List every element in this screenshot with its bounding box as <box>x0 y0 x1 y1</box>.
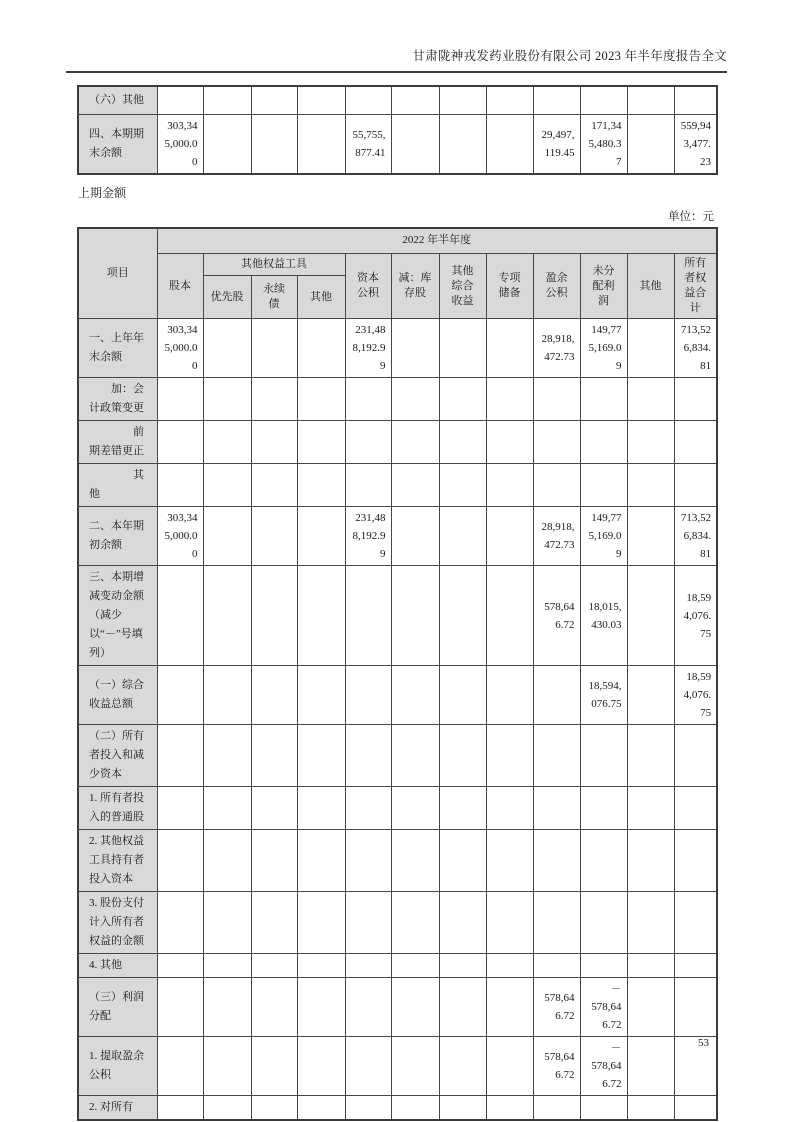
value-cell <box>157 830 203 892</box>
value-cell <box>251 319 297 378</box>
value-cell <box>439 1096 486 1121</box>
value-cell <box>439 86 486 114</box>
value-cell <box>203 464 251 507</box>
value-cell <box>157 978 203 1037</box>
row-label: 二、本年期初余额 <box>78 507 157 566</box>
value-cell <box>297 319 345 378</box>
value-cell <box>580 421 627 464</box>
period-header: 2022 年半年度 <box>157 228 717 254</box>
value-cell <box>627 319 674 378</box>
value-cell <box>203 954 251 978</box>
value-cell: 171,345,480.37 <box>580 114 627 174</box>
negative-sign: － <box>610 983 622 995</box>
value-cell <box>203 1096 251 1121</box>
value-cell <box>157 86 203 114</box>
value-cell <box>203 378 251 421</box>
value-cell <box>580 378 627 421</box>
value-cell <box>439 378 486 421</box>
value-cell <box>157 566 203 666</box>
value-cell <box>203 666 251 725</box>
value-cell <box>439 954 486 978</box>
value-cell <box>580 954 627 978</box>
value-cell <box>627 666 674 725</box>
column-header-other: 其他 <box>627 254 674 319</box>
table-row <box>78 114 717 174</box>
value-cell <box>533 892 580 954</box>
table-row <box>78 319 717 378</box>
value-cell: 55,755,877.41 <box>345 114 391 174</box>
row-label: 四、本期期末余额 <box>78 114 157 174</box>
value-cell <box>251 464 297 507</box>
value-cell <box>203 86 251 114</box>
value-cell <box>345 421 391 464</box>
value-cell <box>251 1096 297 1121</box>
value-cell <box>297 1037 345 1096</box>
column-header-preferred-shares: 优先股 <box>203 276 251 319</box>
row-label: 1. 所有者投入的普通股 <box>78 787 157 830</box>
table-row <box>78 787 717 830</box>
value-cell <box>391 1096 439 1121</box>
value-cell <box>674 464 717 507</box>
value-cell <box>251 954 297 978</box>
unit-label: 单位：元 <box>668 210 714 223</box>
value-cell <box>627 954 674 978</box>
value-cell <box>297 507 345 566</box>
previous-table-continuation-wrap <box>66 85 727 175</box>
value-cell <box>533 954 580 978</box>
value-cell <box>251 86 297 114</box>
value-cell <box>391 978 439 1037</box>
value-cell: 303,345,000.00 <box>157 319 203 378</box>
value-cell <box>439 787 486 830</box>
value-cell <box>251 566 297 666</box>
table-row <box>78 725 717 787</box>
value-cell <box>345 666 391 725</box>
table-row <box>78 86 717 114</box>
value-cell: 231,488,192.99 <box>345 319 391 378</box>
value-cell <box>345 464 391 507</box>
value-cell <box>627 892 674 954</box>
value-cell <box>345 86 391 114</box>
value-cell <box>391 787 439 830</box>
value-cell <box>391 378 439 421</box>
value-cell <box>297 666 345 725</box>
value-cell <box>486 464 533 507</box>
row-label: （一）综合收益总额 <box>78 666 157 725</box>
value-cell: 29,497,119.45 <box>533 114 580 174</box>
value-cell <box>439 507 486 566</box>
value-cell <box>486 725 533 787</box>
value-cell <box>297 1096 345 1121</box>
value-cell <box>297 725 345 787</box>
value-cell <box>627 114 674 174</box>
value-cell <box>297 378 345 421</box>
value-cell <box>533 725 580 787</box>
value-cell <box>345 566 391 666</box>
value-cell <box>627 464 674 507</box>
table-row <box>78 1096 717 1121</box>
value-cell <box>345 1096 391 1121</box>
value-cell <box>627 1096 674 1121</box>
value-cell <box>674 725 717 787</box>
row-label: 1. 提取盈余公积 <box>78 1037 157 1096</box>
value-cell <box>486 666 533 725</box>
table-row <box>78 830 717 892</box>
table-row <box>78 666 717 725</box>
table-row <box>78 378 717 421</box>
value-cell <box>251 787 297 830</box>
column-header-surplus-reserve: 盈余公积 <box>533 254 580 319</box>
value-cell <box>533 464 580 507</box>
value-cell <box>674 378 717 421</box>
value-cell <box>391 507 439 566</box>
value-cell <box>674 978 717 1037</box>
value-cell <box>486 978 533 1037</box>
value-cell <box>439 566 486 666</box>
value-cell <box>439 1037 486 1096</box>
value-cell <box>391 86 439 114</box>
value-cell <box>627 86 674 114</box>
column-header-item: 项目 <box>78 228 157 319</box>
value-cell <box>674 421 717 464</box>
value-cell <box>297 421 345 464</box>
table-row <box>78 421 717 464</box>
value-cell <box>203 421 251 464</box>
value-cell <box>486 319 533 378</box>
value-cell <box>674 86 717 114</box>
value-cell <box>203 507 251 566</box>
value-cell <box>297 892 345 954</box>
value-cell <box>157 666 203 725</box>
value-cell <box>439 892 486 954</box>
row-label: 其他 <box>78 464 157 507</box>
value-cell <box>674 892 717 954</box>
value-cell: 18,594,076.75 <box>674 666 717 725</box>
table-row <box>78 566 717 666</box>
value-cell <box>627 787 674 830</box>
value-cell <box>439 464 486 507</box>
value-cell <box>391 830 439 892</box>
row-label: 三、本期增减变动金额（减少以“－”号填列） <box>78 566 157 666</box>
value-cell <box>345 978 391 1037</box>
value-cell <box>627 978 674 1037</box>
value-cell: 28,918,472.73 <box>533 319 580 378</box>
table-header <box>78 228 717 319</box>
column-header-other-equity-instruments: 其他权益工具 <box>203 254 345 276</box>
value-cell <box>674 787 717 830</box>
value-cell <box>391 1037 439 1096</box>
value-cell <box>345 787 391 830</box>
value-cell <box>486 830 533 892</box>
value-cell: 559,943,477.23 <box>674 114 717 174</box>
value-cell <box>203 114 251 174</box>
value-cell <box>345 954 391 978</box>
value-cell <box>580 464 627 507</box>
value-cell <box>439 114 486 174</box>
column-header-less-treasury-shares: 减：库存股 <box>391 254 439 319</box>
value-cell <box>486 566 533 666</box>
value-cell <box>439 421 486 464</box>
value-cell <box>297 566 345 666</box>
value-cell <box>486 114 533 174</box>
value-cell <box>345 378 391 421</box>
value-cell <box>674 954 717 978</box>
value-cell <box>345 725 391 787</box>
value-cell <box>533 787 580 830</box>
page-number: 53 <box>698 1037 709 1049</box>
column-header-undistributed-profit: 未分配利润 <box>580 254 627 319</box>
value-cell: 18,015,430.03 <box>580 566 627 666</box>
value-cell <box>439 830 486 892</box>
value-cell <box>486 954 533 978</box>
value-cell: 303,345,000.00 <box>157 507 203 566</box>
value-cell <box>627 725 674 787</box>
value-cell <box>533 830 580 892</box>
value-cell <box>439 725 486 787</box>
value-cell: 578,646.72 <box>533 1037 580 1096</box>
value-cell <box>251 378 297 421</box>
value-cell <box>627 1037 674 1096</box>
column-header-perpetual-bonds: 永续债 <box>251 276 297 319</box>
value-cell <box>627 566 674 666</box>
row-label: 4. 其他 <box>78 954 157 978</box>
value-cell <box>391 464 439 507</box>
value-cell <box>203 725 251 787</box>
value-cell <box>297 114 345 174</box>
value-cell <box>486 378 533 421</box>
table-row <box>78 978 717 1037</box>
value-cell <box>391 892 439 954</box>
value-cell <box>391 319 439 378</box>
value-cell <box>157 787 203 830</box>
value-cell <box>157 378 203 421</box>
value-cell <box>297 464 345 507</box>
value-cell: 231,488,192.99 <box>345 507 391 566</box>
value-cell <box>486 86 533 114</box>
table-row <box>78 1037 717 1096</box>
table-row <box>78 954 717 978</box>
value-cell <box>533 421 580 464</box>
column-header-other-equity-other: 其他 <box>297 276 345 319</box>
value-cell <box>297 978 345 1037</box>
value-cell <box>251 421 297 464</box>
value-cell <box>157 725 203 787</box>
value-cell <box>533 86 580 114</box>
value-cell <box>251 978 297 1037</box>
value-cell <box>580 830 627 892</box>
value-cell <box>345 1037 391 1096</box>
value-cell: 18,594,076.75 <box>580 666 627 725</box>
row-label: （三）利润分配 <box>78 978 157 1037</box>
value-cell <box>297 830 345 892</box>
value-cell: 149,775,169.09 <box>580 319 627 378</box>
value-cell <box>157 892 203 954</box>
value-cell <box>627 378 674 421</box>
negative-sign: － <box>610 1042 622 1054</box>
value-cell <box>533 378 580 421</box>
value-cell <box>580 86 627 114</box>
value-cell <box>486 1096 533 1121</box>
page-header-title: 甘肃陇神戎发药业股份有限公司 2023 年半年度报告全文 <box>66 0 727 73</box>
value-cell <box>203 787 251 830</box>
value-cell <box>297 86 345 114</box>
value-cell <box>203 319 251 378</box>
value-cell <box>391 666 439 725</box>
value-cell <box>251 114 297 174</box>
value-cell <box>251 507 297 566</box>
value-cell <box>391 421 439 464</box>
value-cell <box>580 892 627 954</box>
value-cell <box>251 892 297 954</box>
value-cell: 578,646.72 <box>533 566 580 666</box>
column-header-total-owners-equity: 所有者权益合计 <box>674 254 717 319</box>
value-cell: 149,775,169.09 <box>580 507 627 566</box>
value-cell <box>251 830 297 892</box>
value-cell <box>627 830 674 892</box>
page-content <box>66 0 727 1121</box>
value-cell <box>486 892 533 954</box>
value-cell <box>251 725 297 787</box>
value-cell <box>674 1096 717 1121</box>
value-cell <box>486 507 533 566</box>
value-cell: － 578,646.72 <box>580 978 627 1037</box>
value-cell <box>391 725 439 787</box>
value-cell <box>251 1037 297 1096</box>
value-cell <box>345 830 391 892</box>
value-cell <box>439 319 486 378</box>
value-cell <box>297 787 345 830</box>
row-label: 2. 对所有 <box>78 1096 157 1121</box>
table-row <box>78 892 717 954</box>
value-cell <box>203 1037 251 1096</box>
value-cell <box>157 954 203 978</box>
value-cell: 713,526,834.81 <box>674 507 717 566</box>
value-cell: 713,526,834.81 <box>674 319 717 378</box>
value-cell <box>674 830 717 892</box>
value-cell <box>391 566 439 666</box>
value-cell <box>203 978 251 1037</box>
value-cell <box>439 666 486 725</box>
value-cell <box>157 1037 203 1096</box>
column-header-special-reserve: 专项储备 <box>486 254 533 319</box>
value-cell <box>486 421 533 464</box>
value-cell <box>486 787 533 830</box>
row-label: 2. 其他权益工具持有者投入资本 <box>78 830 157 892</box>
value-cell <box>157 1096 203 1121</box>
value-cell <box>486 1037 533 1096</box>
value-cell <box>157 421 203 464</box>
table-row <box>78 507 717 566</box>
value-cell: 578,646.72 <box>533 978 580 1037</box>
value-cell <box>580 725 627 787</box>
value-cell <box>627 507 674 566</box>
column-header-share-capital: 股本 <box>157 254 203 319</box>
equity-change-table-current-period-continuation <box>77 85 718 175</box>
row-label: （二）所有者投入和减少资本 <box>78 725 157 787</box>
equity-change-table-prior-period <box>77 227 718 1122</box>
value-cell <box>203 830 251 892</box>
value-cell: 18,594,076.75 <box>674 566 717 666</box>
column-header-other-comprehensive-income: 其他综合收益 <box>439 254 486 319</box>
value-cell: 28,918,472.73 <box>533 507 580 566</box>
value-cell <box>203 892 251 954</box>
row-label: （六）其他 <box>78 86 157 114</box>
value-cell <box>297 954 345 978</box>
value-cell <box>345 892 391 954</box>
value-cell <box>391 954 439 978</box>
value-cell <box>157 464 203 507</box>
column-header-capital-reserve: 资本公积 <box>345 254 391 319</box>
row-label: 前期差错更正 <box>78 421 157 464</box>
value-cell <box>627 421 674 464</box>
row-label: 3. 股份支付计入所有者权益的金额 <box>78 892 157 954</box>
value-cell: 303,345,000.00 <box>157 114 203 174</box>
value-cell <box>251 666 297 725</box>
row-label: 一、上年年末余额 <box>78 319 157 378</box>
section-label-prior-period: 上期金额 <box>78 185 127 200</box>
value-cell <box>533 1096 580 1121</box>
value-cell <box>580 787 627 830</box>
value-cell <box>674 1037 717 1096</box>
value-cell <box>203 566 251 666</box>
value-cell: － 578,646.72 <box>580 1037 627 1096</box>
value-cell <box>439 978 486 1037</box>
value-cell <box>533 666 580 725</box>
value-cell <box>391 114 439 174</box>
row-label: 加：会计政策变更 <box>78 378 157 421</box>
table-row <box>78 464 717 507</box>
value-cell <box>580 1096 627 1121</box>
